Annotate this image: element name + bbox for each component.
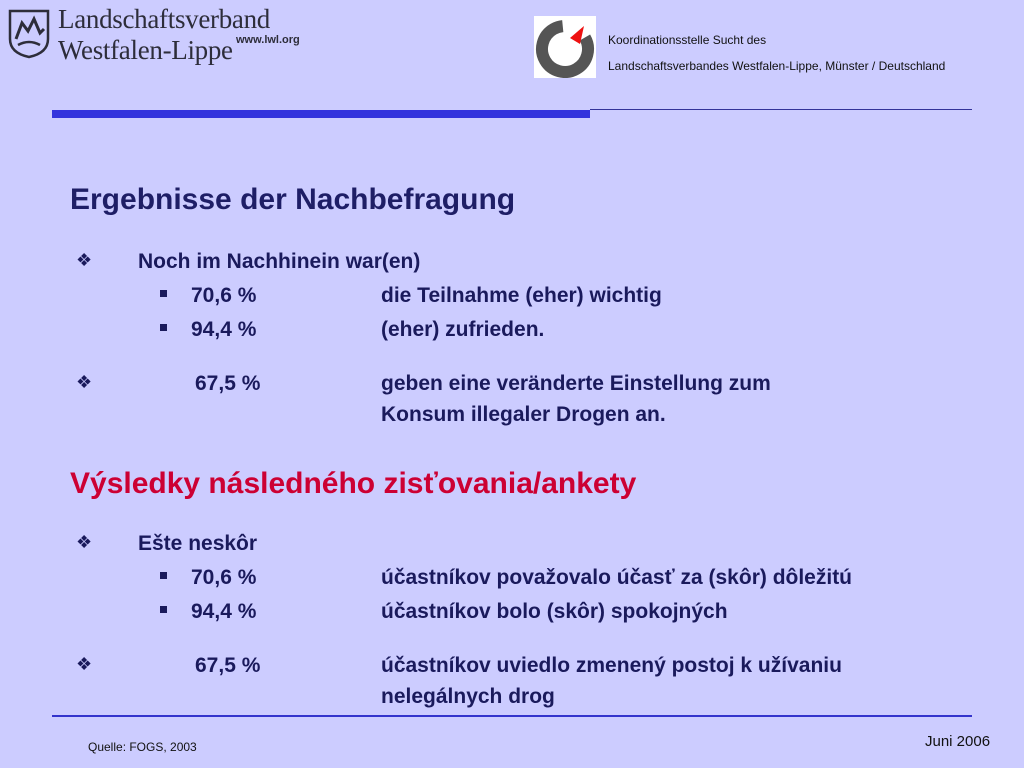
coordination-line2: Landschaftsverbandes Westfalen-Lippe, Münster / Deutschland [608, 59, 946, 73]
footer-date: Juni 2006 [925, 733, 991, 750]
sk-bullet1: Ešte neskôr [138, 532, 258, 555]
org-name-line1: Landschaftsverband [58, 4, 271, 34]
de-sub2-text: (eher) zufrieden. [381, 318, 545, 341]
square-bullet-icon [160, 290, 167, 297]
de-bullet2-text2: Konsum illegaler Drogen an. [381, 403, 666, 426]
title-de: Ergebnisse der Nachbefragung [70, 183, 516, 216]
sk-bullet2-percent: 67,5 % [195, 654, 261, 677]
coordination-office [608, 27, 945, 79]
de-sub1-percent: 70,6 % [191, 284, 257, 307]
sk-sub2-percent: 94,4 % [191, 600, 257, 623]
lwl-crest-icon [8, 9, 50, 59]
square-bullet-icon [160, 324, 167, 331]
sk-bullet2-text2: nelegálnych drog [381, 685, 555, 708]
title-sk: Výsledky následného zisťovania/ankety [70, 467, 637, 500]
diamond-bullet-icon: ❖ [76, 654, 93, 674]
koordinationsstelle-logo-icon [534, 16, 596, 78]
header-rule-thin [590, 109, 972, 110]
org-name-line2: Westfalen-Lippe [58, 35, 233, 65]
sk-sub1-text: účastníkov považovalo účasť za (skôr) dôležitú [381, 566, 853, 589]
footer-source: Quelle: FOGS, 2003 [88, 740, 197, 754]
coordination-line1: Koordinationsstelle Sucht des [608, 33, 767, 47]
sk-bullet2-text1: účastníkov uviedlo zmenený postoj k užívaniu [381, 654, 842, 677]
de-bullet2-text1: geben eine veränderte Einstellung zum [381, 372, 771, 395]
diamond-bullet-icon: ❖ [76, 372, 93, 392]
diamond-bullet-icon: ❖ [76, 532, 93, 552]
diamond-bullet-icon: ❖ [76, 250, 93, 270]
square-bullet-icon [160, 606, 167, 613]
de-sub2-percent: 94,4 % [191, 318, 257, 341]
sk-sub1-percent: 70,6 % [191, 566, 257, 589]
header-rule-thick [52, 110, 590, 118]
sk-sub2-text: účastníkov bolo (skôr) spokojných [381, 600, 728, 623]
square-bullet-icon [160, 572, 167, 579]
footer-rule [52, 715, 972, 717]
de-bullet1: Noch im Nachhinein war(en) [138, 250, 421, 273]
de-bullet2-percent: 67,5 % [195, 372, 261, 395]
org-url: www.lwl.org [236, 34, 300, 46]
de-sub1-text: die Teilnahme (eher) wichtig [381, 284, 662, 307]
